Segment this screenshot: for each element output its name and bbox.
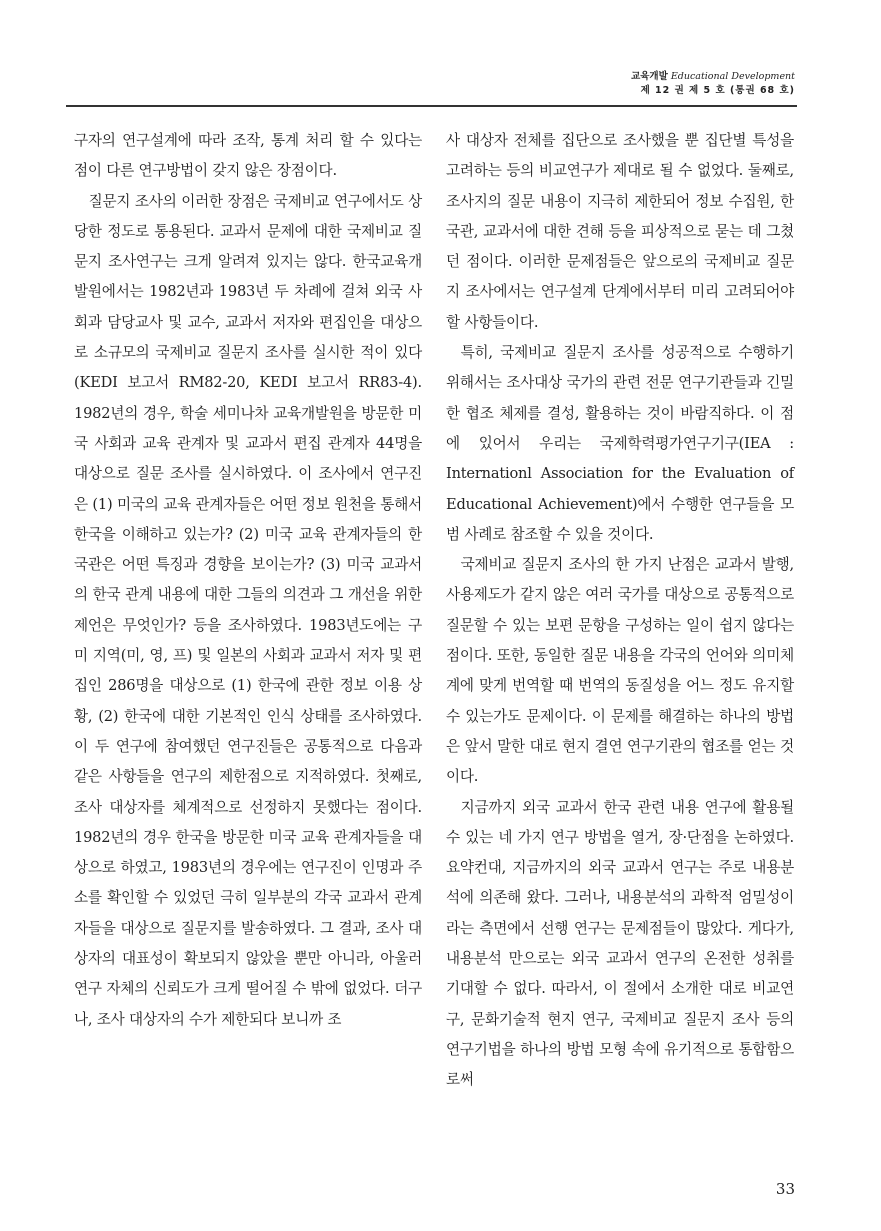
page-number: 33 — [775, 1180, 795, 1198]
paragraph: 질문지 조사의 이러한 장점은 국제비교 연구에서도 상당한 정도로 통용된다. 교과서 문제에 대한 국제비교 질문지 조사연구는 크게 알려져 있지는 않다. 한국교육개발원에서는 1982년과 1983년 두 차례에 걸쳐 외국 사회과 담당교사 및 교수, 교과서 저자와 편집인을 대상으로 소규모의 국제비교 질문지 조사를 실시한 적이 있다(KEDI 보고서 RM82-20, KEDI 보고서 RR83-4). 1982년의 경우, 학술 세미나차 교육개발원을 방문한 미국 사회과 교육 관계자 및 교과서 편집 관계자 44명을 대상으로 질문 조사를 실시하였다. 이 조사에서 연구진은 (1) 미국의 교육 관계자들은 어떤 정보 원천을 통해서 한국을 이해하고 있는가? (2) 미국 교육 관계자들의 한국관은 어떤 특징과 경향을 보이는가? (3) 미국 교과서의 한국 관계 내용에 대한 그들의 의견과 그 개선을 위한 제언은 무엇인가? 등을 조사하였다. 1983년도에는 구미 지역(미, 영, 프) 및 일본의 사회과 교과서 저자 및 편집인 286명을 대상으로 (1) 한국에 관한 정보 이용 상황, (2) 한국에 대한 기본적인 인식 상태를 조사하였다. 이 두 연구에 참여했던 연구진들은 공통적으로 다음과 같은 사항들을 연구의 제한점으로 지적하였다. 첫째로, 조사 대상자를 체계적으로 선정하지 못했다는 점이다. 1982년의 경우 한국을 방문한 미국 교육 관계자들을 대상으로 하였고, 1983년의 경우에는 연구진이 인명과 주소를 확인할 수 있었던 극히 일부분의 각국 교과서 관계자들을 대상으로 질문지를 발송하였다. 그 결과, 조사 대상자의 대표성이 확보되지 않았을 뿐만 아니라, 아울러 연구 자체의 신뢰도가 크게 떨어질 수 밖에 없었다. 더구나, 조사 대상자의 수가 제한되다 보니까 조 — [74, 192, 422, 1028]
header-rule — [66, 105, 797, 107]
journal-title — [631, 70, 795, 84]
journal-title-en: Educational Development — [670, 71, 795, 82]
right-column — [446, 126, 794, 1096]
paragraph: 특히, 국제비교 질문지 조사를 성공적으로 수행하기 위해서는 조사대상 국가의 관련 전문 연구기관들과 긴밀한 협조 체제를 결성, 활용하는 것이 바람직하다. 이 점에 있어서 우리는 국제학력평가연구기구(IEA : Internationl Association for the Evaluation of Educational Achievement)에서 수행한 연구들을 모범 사례로 참조할 수 있을 것이다. — [446, 344, 794, 543]
paragraph: 국제비교 질문지 조사의 한 가지 난점은 교과서 발행, 사용제도가 같지 않은 여러 국가를 대상으로 공통적으로 질문할 수 있는 보편 문항을 구성하는 일이 쉽지 않다는 점이다. 또한, 동일한 질문 내용을 각국의 언어와 의미체계에 맞게 번역할 때 번역의 동질성을 어느 정도 유지할 수 있는가도 문제이다. 이 문제를 해결하는 하나의 방법은 앞서 말한 대로 현지 결연 연구기관의 협조를 얻는 것이다. — [446, 556, 794, 786]
paragraph: 사 대상자 전체를 집단으로 조사했을 뿐 집단별 특성을 고려하는 등의 비교연구가 제대로 될 수 없었다. 둘째로, 조사지의 질문 내용이 지극히 제한되어 정보 수집원, 한국관, 교과서에 대한 견해 등을 피상적으로 묻는 데 그쳤던 점이다. 이러한 문제점들은 앞으로의 국제비교 질문지 조사에서는 연구설계 단계에서부터 미리 고려되어야 할 사항들이다. — [446, 132, 794, 331]
paragraph: 구자의 연구설계에 따라 조작, 통계 처리 할 수 있다는 점이 다른 연구방법이 갖지 않은 장점이다. — [74, 132, 422, 180]
running-header — [631, 70, 795, 98]
left-column — [74, 126, 422, 1035]
paragraph: 지금까지 외국 교과서 한국 관련 내용 연구에 활용될 수 있는 네 가지 연구 방법을 열거, 장·단점을 논하였다. 요약컨대, 지금까지의 외국 교과서 연구는 주로 내용분석에 의존해 왔다. 그러나, 내용분석의 과학적 엄밀성이라는 측면에서 선행 연구는 문제점들이 많았다. 게다가, 내용분석 만으로는 외국 교과서 연구의 온전한 성취를 기대할 수 없다. 따라서, 이 절에서 소개한 대로 비교연구, 문화기술적 현지 연구, 국제비교 질문지 조사 등의 연구기법을 하나의 방법 모형 속에 유기적으로 통합함으로써 — [446, 798, 794, 1089]
journal-title-ko: 교육개발 — [631, 71, 668, 82]
issue-info: 제 12 권 제 5 호 (통권 68 호) — [640, 85, 795, 96]
